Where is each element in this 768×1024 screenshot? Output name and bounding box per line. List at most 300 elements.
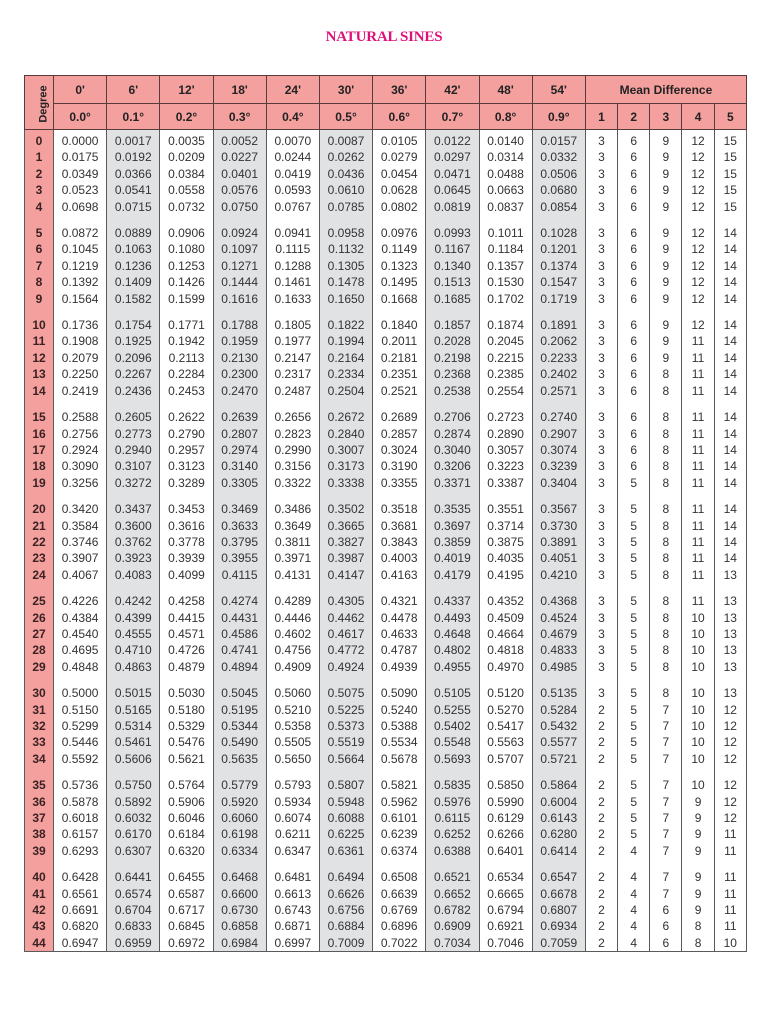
sine-value-cell: 0.1857 — [426, 317, 479, 333]
sine-value-cell: 0.2907 — [532, 426, 585, 442]
mean-difference-cell: 9 — [650, 225, 682, 241]
sine-value-cell: 0.1977 — [266, 333, 319, 349]
sine-value-cell: 0.6374 — [373, 843, 426, 859]
spacer-cell — [54, 215, 107, 225]
sine-value-cell: 0.5621 — [160, 751, 213, 767]
sine-value-cell: 0.5060 — [266, 685, 319, 701]
spacer-cell — [54, 583, 107, 593]
mean-difference-cell: 8 — [650, 626, 682, 642]
sine-value-cell: 0.3971 — [266, 550, 319, 566]
mean-difference-cell: 3 — [585, 610, 617, 626]
sine-value-cell: 0.0506 — [532, 166, 585, 182]
sine-value-cell: 0.1167 — [426, 241, 479, 257]
table-row — [25, 794, 747, 810]
sine-value-cell: 0.1253 — [160, 258, 213, 274]
mean-difference-cell: 8 — [650, 659, 682, 675]
minutes-header: 36' — [373, 76, 426, 104]
mean-difference-cell: 5 — [618, 659, 650, 675]
sine-value-cell: 0.1616 — [213, 291, 266, 307]
degree-cell: 6 — [25, 241, 54, 257]
spacer-cell — [479, 583, 532, 593]
degree-cell: 43 — [25, 918, 54, 934]
sine-value-cell: 0.7009 — [319, 935, 372, 952]
sine-value-cell: 0.4368 — [532, 593, 585, 609]
sine-value-cell: 0.0175 — [54, 149, 107, 165]
sine-value-cell: 0.5240 — [373, 702, 426, 718]
sine-value-cell: 0.1271 — [213, 258, 266, 274]
sine-value-cell: 0.4955 — [426, 659, 479, 675]
mean-difference-cell: 7 — [650, 777, 682, 793]
mean-difference-cell: 2 — [585, 843, 617, 859]
sine-value-cell: 0.3649 — [266, 518, 319, 534]
sine-value-cell: 0.1959 — [213, 333, 266, 349]
sine-value-cell: 0.3156 — [266, 458, 319, 474]
sine-value-cell: 0.5864 — [532, 777, 585, 793]
sine-value-cell: 0.7034 — [426, 935, 479, 952]
mean-difference-cell: 12 — [682, 225, 714, 241]
sine-value-cell: 0.2233 — [532, 350, 585, 366]
minutes-header: 0' — [54, 76, 107, 104]
mean-difference-cell: 6 — [618, 258, 650, 274]
mean-difference-cell: 2 — [585, 826, 617, 842]
spacer-cell — [426, 399, 479, 409]
sine-value-cell: 0.4163 — [373, 567, 426, 583]
table-row — [25, 383, 747, 399]
spacer-cell — [319, 307, 372, 317]
sine-value-cell: 0.0906 — [160, 225, 213, 241]
mean-difference-cell: 6 — [618, 241, 650, 257]
sine-value-cell: 0.5461 — [107, 734, 160, 750]
degree-cell: 15 — [25, 409, 54, 425]
sine-value-cell: 0.2470 — [213, 383, 266, 399]
sine-value-cell: 0.6280 — [532, 826, 585, 842]
spacer-cell — [160, 675, 213, 685]
sine-value-cell: 0.5635 — [213, 751, 266, 767]
mean-difference-cell: 5 — [618, 777, 650, 793]
sine-value-cell: 0.6574 — [107, 886, 160, 902]
mean-difference-cell: 6 — [618, 225, 650, 241]
sine-value-cell: 0.3955 — [213, 550, 266, 566]
sine-value-cell: 0.0349 — [54, 166, 107, 182]
mean-difference-cell: 14 — [714, 534, 746, 550]
mean-difference-cell: 12 — [714, 718, 746, 734]
degree-cell: 20 — [25, 501, 54, 517]
sine-value-cell: 0.2723 — [479, 409, 532, 425]
sine-value-cell: 0.5664 — [319, 751, 372, 767]
mean-difference-cell: 3 — [585, 274, 617, 290]
sine-value-cell: 0.5030 — [160, 685, 213, 701]
sine-value-cell: 0.6613 — [266, 886, 319, 902]
mean-difference-cell: 2 — [585, 777, 617, 793]
spacer-cell — [373, 767, 426, 777]
sine-value-cell: 0.5592 — [54, 751, 107, 767]
sine-value-cell: 0.0192 — [107, 149, 160, 165]
degree-cell: 17 — [25, 442, 54, 458]
sine-value-cell: 0.1719 — [532, 291, 585, 307]
table-row — [25, 610, 747, 626]
sine-value-cell: 0.2974 — [213, 442, 266, 458]
sine-value-cell: 0.3923 — [107, 550, 160, 566]
mean-difference-cell: 5 — [618, 534, 650, 550]
sine-value-cell: 0.1650 — [319, 291, 372, 307]
spacer-cell — [25, 675, 54, 685]
sine-value-cell: 0.6481 — [266, 869, 319, 885]
sine-value-cell: 0.3811 — [266, 534, 319, 550]
sine-value-cell: 0.3987 — [319, 550, 372, 566]
sine-value-cell: 0.6334 — [213, 843, 266, 859]
spacer-cell — [532, 491, 585, 501]
sine-value-cell: 0.2639 — [213, 409, 266, 425]
minutes-header: 12' — [160, 76, 213, 104]
sine-value-cell: 0.6018 — [54, 810, 107, 826]
minutes-header: 6' — [107, 76, 160, 104]
mean-difference-cell: 10 — [682, 718, 714, 734]
degree-cell: 24 — [25, 567, 54, 583]
sine-value-cell: 0.5195 — [213, 702, 266, 718]
mean-difference-cell: 14 — [714, 258, 746, 274]
mean-difference-cell: 3 — [585, 458, 617, 474]
mean-difference-cell: 15 — [714, 166, 746, 182]
spacer-cell — [650, 859, 682, 869]
sine-value-cell: 0.3338 — [319, 475, 372, 491]
spacer-cell — [319, 399, 372, 409]
spacer-cell — [682, 767, 714, 777]
sine-value-cell: 0.6428 — [54, 869, 107, 885]
mean-difference-cell: 7 — [650, 810, 682, 826]
sine-value-cell: 0.3535 — [426, 501, 479, 517]
sine-value-cell: 0.5165 — [107, 702, 160, 718]
sine-value-cell: 0.4633 — [373, 626, 426, 642]
mean-difference-cell: 11 — [682, 426, 714, 442]
sine-value-cell: 0.5736 — [54, 777, 107, 793]
table-row — [25, 626, 747, 642]
spacer-cell — [682, 307, 714, 317]
degree-cell: 42 — [25, 902, 54, 918]
mean-difference-cell: 3 — [585, 149, 617, 165]
sine-value-cell: 0.2521 — [373, 383, 426, 399]
spacer-cell — [426, 215, 479, 225]
mean-difference-cell: 13 — [714, 593, 746, 609]
sine-value-cell: 0.6441 — [107, 869, 160, 885]
mean-difference-cell: 12 — [714, 777, 746, 793]
sine-value-cell: 0.2554 — [479, 383, 532, 399]
sine-value-cell: 0.0297 — [426, 149, 479, 165]
sine-value-cell: 0.2672 — [319, 409, 372, 425]
sine-value-cell: 0.0227 — [213, 149, 266, 165]
table-row — [25, 918, 747, 934]
group-spacer — [25, 859, 747, 869]
spacer-cell — [107, 767, 160, 777]
sine-value-cell: 0.6909 — [426, 918, 479, 934]
spacer-cell — [618, 399, 650, 409]
sine-value-cell: 0.0157 — [532, 130, 585, 150]
sine-value-cell: 0.1994 — [319, 333, 372, 349]
spacer-cell — [373, 491, 426, 501]
degree-cell: 13 — [25, 366, 54, 382]
decimal-header: 0.3° — [213, 104, 266, 130]
spacer-cell — [107, 583, 160, 593]
spacer-cell — [479, 491, 532, 501]
mean-difference-cell: 7 — [650, 826, 682, 842]
sine-value-cell: 0.5807 — [319, 777, 372, 793]
sine-value-cell: 0.1011 — [479, 225, 532, 241]
mean-difference-cell: 9 — [682, 826, 714, 842]
sine-value-cell: 0.1925 — [107, 333, 160, 349]
sine-value-cell: 0.5299 — [54, 718, 107, 734]
mean-difference-cell: 6 — [618, 166, 650, 182]
spacer-cell — [54, 767, 107, 777]
sine-value-cell: 0.4289 — [266, 593, 319, 609]
mean-difference-cell: 2 — [585, 734, 617, 750]
degree-cell: 28 — [25, 642, 54, 658]
sine-value-cell: 0.3600 — [107, 518, 160, 534]
mean-difference-cell: 11 — [714, 843, 746, 859]
sine-value-cell: 0.0941 — [266, 225, 319, 241]
sine-value-cell: 0.0819 — [426, 199, 479, 215]
spacer-cell — [25, 583, 54, 593]
spacer-cell — [160, 491, 213, 501]
spacer-cell — [426, 675, 479, 685]
mean-difference-cell: 12 — [682, 274, 714, 290]
sine-value-cell: 0.0958 — [319, 225, 372, 241]
degree-cell: 26 — [25, 610, 54, 626]
sine-value-cell: 0.2334 — [319, 366, 372, 382]
mean-difference-cell: 5 — [618, 794, 650, 810]
sine-value-cell: 0.2284 — [160, 366, 213, 382]
mean-difference-cell: 9 — [682, 843, 714, 859]
degree-cell: 2 — [25, 166, 54, 182]
mean-difference-cell: 11 — [682, 550, 714, 566]
sine-value-cell: 0.6678 — [532, 886, 585, 902]
mean-difference-cell: 5 — [618, 518, 650, 534]
sine-value-cell: 0.1908 — [54, 333, 107, 349]
sine-value-cell: 0.3256 — [54, 475, 107, 491]
mean-difference-cell: 9 — [682, 886, 714, 902]
decimal-header: 0.5° — [319, 104, 372, 130]
mean-difference-cell: 5 — [618, 734, 650, 750]
table-row — [25, 810, 747, 826]
sine-value-cell: 0.2028 — [426, 333, 479, 349]
mean-difference-cell: 12 — [682, 166, 714, 182]
spacer-cell — [585, 859, 617, 869]
spacer-cell — [585, 491, 617, 501]
mean-difference-cell: 12 — [682, 149, 714, 165]
sine-value-cell: 0.3551 — [479, 501, 532, 517]
mean-difference-cell: 3 — [585, 659, 617, 675]
sine-value-cell: 0.4879 — [160, 659, 213, 675]
mean-difference-cell: 3 — [585, 199, 617, 215]
sine-value-cell: 0.5180 — [160, 702, 213, 718]
mean-difference-cell: 5 — [618, 810, 650, 826]
mean-difference-cell: 4 — [618, 869, 650, 885]
mean-difference-cell: 14 — [714, 317, 746, 333]
sine-value-cell: 0.6743 — [266, 902, 319, 918]
sine-value-cell: 0.6921 — [479, 918, 532, 934]
mean-difference-cell: 5 — [618, 826, 650, 842]
degree-cell: 12 — [25, 350, 54, 366]
sine-value-cell: 0.3190 — [373, 458, 426, 474]
header-row-decimals — [25, 104, 747, 130]
mean-difference-cell: 12 — [682, 291, 714, 307]
mean-difference-cell: 14 — [714, 383, 746, 399]
sine-value-cell: 0.0715 — [107, 199, 160, 215]
mean-difference-cell: 9 — [682, 794, 714, 810]
sine-value-cell: 0.2267 — [107, 366, 160, 382]
mean-difference-cell: 3 — [585, 593, 617, 609]
decimal-header: 0.8° — [479, 104, 532, 130]
sine-value-cell: 0.4509 — [479, 610, 532, 626]
spacer-cell — [319, 767, 372, 777]
sine-value-cell: 0.3891 — [532, 534, 585, 550]
sine-value-cell: 0.6060 — [213, 810, 266, 826]
spacer-cell — [714, 675, 746, 685]
mean-difference-cell: 4 — [618, 902, 650, 918]
degree-cell: 5 — [25, 225, 54, 241]
table-row — [25, 274, 747, 290]
mean-difference-cell: 12 — [682, 182, 714, 198]
sine-value-cell: 0.1771 — [160, 317, 213, 333]
sine-value-cell: 0.1582 — [107, 291, 160, 307]
sine-value-cell: 0.6468 — [213, 869, 266, 885]
spacer-cell — [682, 215, 714, 225]
sine-value-cell: 0.1426 — [160, 274, 213, 290]
sine-value-cell: 0.4679 — [532, 626, 585, 642]
degree-cell: 36 — [25, 794, 54, 810]
mean-difference-cell: 11 — [682, 409, 714, 425]
sine-value-cell: 0.0366 — [107, 166, 160, 182]
sine-value-cell: 0.3939 — [160, 550, 213, 566]
degree-cell: 37 — [25, 810, 54, 826]
sine-value-cell: 0.5135 — [532, 685, 585, 701]
spacer-cell — [266, 675, 319, 685]
mean-difference-cell: 5 — [618, 702, 650, 718]
mean-difference-cell: 9 — [682, 810, 714, 826]
spacer-cell — [107, 675, 160, 685]
decimal-header: 0.1° — [107, 104, 160, 130]
sine-value-cell: 0.2317 — [266, 366, 319, 382]
sine-value-cell: 0.1340 — [426, 258, 479, 274]
spacer-cell — [618, 767, 650, 777]
sine-value-cell: 0.3090 — [54, 458, 107, 474]
sine-value-cell: 0.6074 — [266, 810, 319, 826]
sine-value-cell: 0.2874 — [426, 426, 479, 442]
mean-difference-cell: 6 — [618, 149, 650, 165]
sine-value-cell: 0.4710 — [107, 642, 160, 658]
spacer-cell — [714, 767, 746, 777]
sine-value-cell: 0.1788 — [213, 317, 266, 333]
sine-value-cell: 0.2924 — [54, 442, 107, 458]
sine-value-cell: 0.6626 — [319, 886, 372, 902]
sine-value-cell: 0.2436 — [107, 383, 160, 399]
mean-difference-cell: 15 — [714, 149, 746, 165]
sine-value-cell: 0.5075 — [319, 685, 372, 701]
mean-difference-cell: 14 — [714, 225, 746, 241]
sine-value-cell: 0.1478 — [319, 274, 372, 290]
table-row — [25, 642, 747, 658]
sine-value-cell: 0.1822 — [319, 317, 372, 333]
sine-value-cell: 0.3907 — [54, 550, 107, 566]
decimal-header: 0.6° — [373, 104, 426, 130]
mean-difference-cell: 12 — [682, 317, 714, 333]
spacer-cell — [714, 859, 746, 869]
mean-difference-cell: 15 — [714, 182, 746, 198]
sine-value-cell: 0.6004 — [532, 794, 585, 810]
mean-difference-cell: 8 — [650, 426, 682, 442]
mean-difference-cell: 3 — [585, 518, 617, 534]
mean-difference-cell: 10 — [682, 751, 714, 767]
sine-value-cell: 0.2062 — [532, 333, 585, 349]
sine-value-cell: 0.6794 — [479, 902, 532, 918]
sine-value-cell: 0.6997 — [266, 935, 319, 952]
mean-difference-cell: 6 — [618, 442, 650, 458]
mean-difference-cell: 3 — [585, 409, 617, 425]
table-row — [25, 702, 747, 718]
sine-value-cell: 0.1115 — [266, 241, 319, 257]
mean-difference-cell: 11 — [682, 501, 714, 517]
mean-difference-cell: 3 — [585, 291, 617, 307]
sine-value-cell: 0.1564 — [54, 291, 107, 307]
spacer-cell — [618, 859, 650, 869]
sine-value-cell: 0.6252 — [426, 826, 479, 842]
degree-cell: 16 — [25, 426, 54, 442]
mean-difference-cell: 10 — [682, 642, 714, 658]
sine-value-cell: 0.2096 — [107, 350, 160, 366]
sine-value-cell: 0.1633 — [266, 291, 319, 307]
mean-difference-cell: 3 — [585, 130, 617, 150]
sine-value-cell: 0.0454 — [373, 166, 426, 182]
sine-value-cell: 0.0732 — [160, 199, 213, 215]
sine-value-cell: 0.4147 — [319, 567, 372, 583]
sine-value-cell: 0.6984 — [213, 935, 266, 952]
spacer-cell — [532, 767, 585, 777]
mean-difference-cell: 9 — [650, 199, 682, 215]
mean-difference-cell: 4 — [618, 935, 650, 952]
sine-value-cell: 0.5344 — [213, 718, 266, 734]
sine-value-cell: 0.4493 — [426, 610, 479, 626]
mean-difference-cell: 10 — [682, 734, 714, 750]
mean-difference-cell: 12 — [714, 751, 746, 767]
sine-value-cell: 0.6807 — [532, 902, 585, 918]
sine-value-cell: 0.5373 — [319, 718, 372, 734]
degree-cell: 40 — [25, 869, 54, 885]
mean-difference-cell: 10 — [682, 659, 714, 675]
sine-value-cell: 0.3420 — [54, 501, 107, 517]
spacer-cell — [650, 307, 682, 317]
sine-value-cell: 0.5314 — [107, 718, 160, 734]
mean-difference-cell: 11 — [682, 475, 714, 491]
mean-difference-cell: 12 — [714, 702, 746, 718]
table-row — [25, 225, 747, 241]
sine-value-cell: 0.5563 — [479, 734, 532, 750]
spacer-cell — [650, 491, 682, 501]
mean-difference-cell: 8 — [682, 918, 714, 934]
sine-value-cell: 0.5650 — [266, 751, 319, 767]
mean-difference-cell: 14 — [714, 409, 746, 425]
sine-value-cell: 0.2756 — [54, 426, 107, 442]
mean-difference-cell: 7 — [650, 869, 682, 885]
mean-difference-cell: 6 — [618, 199, 650, 215]
mean-difference-cell: 14 — [714, 333, 746, 349]
mean-difference-cell: 13 — [714, 642, 746, 658]
sine-value-cell: 0.2385 — [479, 366, 532, 382]
mean-difference-cell: 12 — [714, 810, 746, 826]
sine-value-cell: 0.4179 — [426, 567, 479, 583]
degree-cell: 7 — [25, 258, 54, 274]
sine-value-cell: 0.0680 — [532, 182, 585, 198]
sine-value-cell: 0.2368 — [426, 366, 479, 382]
sine-value-cell: 0.4195 — [479, 567, 532, 583]
mean-difference-cell: 6 — [650, 902, 682, 918]
